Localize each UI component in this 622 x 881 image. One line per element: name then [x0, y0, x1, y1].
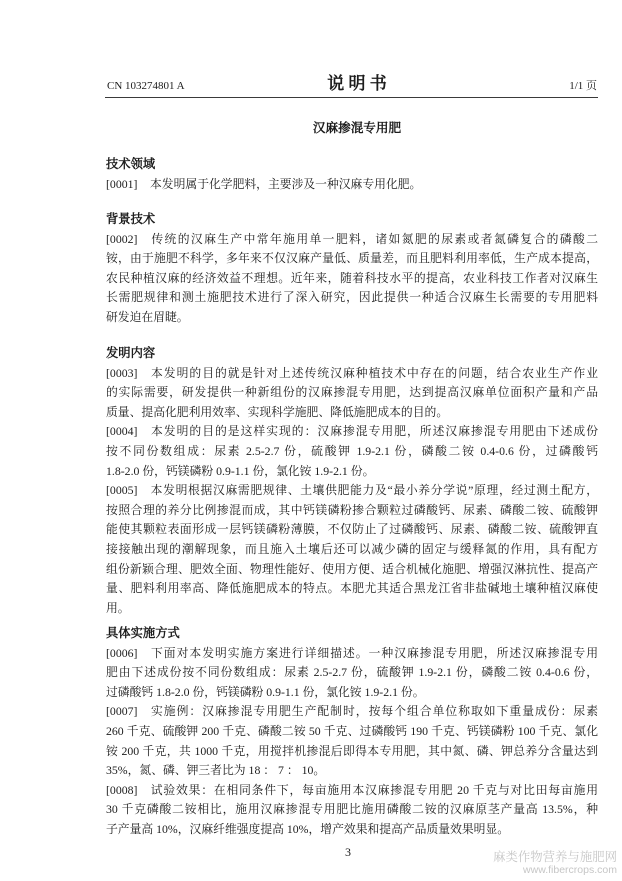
- paragraph-line: 35%，氮、磷、钾三者比为 18 ： 7 ： 10。: [106, 763, 326, 778]
- paragraph-line: [106, 175, 598, 195]
- section-heading: 发明内容: [106, 346, 156, 360]
- paragraph-line: 按不同份数组成：尿素 2.5-2.7 份，硫酸钾 1.9-2.1 份，磷酸二铵 0.4-0.6 份，过磷酸钙: [106, 443, 598, 458]
- header-divider: [105, 97, 598, 98]
- paragraph-0001: [106, 175, 598, 195]
- paragraph-0002: [106, 230, 598, 328]
- section-technical-field: [106, 155, 598, 194]
- paragraph-line: [106, 422, 598, 442]
- section-embodiments: [106, 624, 598, 840]
- section-background: [106, 210, 598, 328]
- paragraph-line: [106, 781, 598, 801]
- paragraph-number: [0008]: [106, 782, 138, 797]
- paragraph-line: 接接触出现的潮解现象，而且施入土壤后还可以减少磷的固定与缓释氮的作用，具有配方: [106, 541, 598, 556]
- paragraph-line: 长需肥规律和测土施肥技术进行了深入研究，因此提供一种适合汉麻生长需要的专用肥料: [106, 290, 598, 305]
- paragraph-0007: [106, 702, 598, 780]
- paragraph-line: 量、肥料利用率高、降低施肥成本的特点。本肥尤其适合黑龙江省非盐碱地土壤种植汉麻使: [106, 581, 598, 596]
- paragraph-line: [106, 702, 598, 722]
- page-number: 3: [345, 845, 351, 859]
- paragraph-number: [0007]: [106, 704, 138, 719]
- section-heading: 具体实施方式: [106, 626, 180, 640]
- document-type: 说 明 书: [327, 74, 387, 93]
- paragraph-line: 研发迫在眉睫。: [106, 309, 189, 324]
- paragraph-line: 过磷酸钙 1.8-2.0 份，钙镁磷粉 0.9-1.1 份，氯化铵 1.9-2.1 份。: [106, 684, 425, 699]
- paragraph-line: 铵，由于施肥不科学，多年来不仅汉麻产量低、质量差，而且肥料利用率低，生产成本提高，: [106, 251, 598, 266]
- paragraph-line: 按照合理的养分比例掺混而成，其中钙镁磷粉掺合颗粒过磷酸钙、尿素、磷酸二铵、硫酸钾: [106, 502, 598, 517]
- page-indicator: 1/1 页: [569, 80, 597, 92]
- paragraph-0005: [106, 481, 598, 618]
- watermark: [493, 849, 617, 877]
- paragraph-line: 30 千克磷酸二铵相比，施用汉麻掺混专用肥比施用磷酸二铵的汉麻原茎产量高 13.5%，种: [106, 802, 598, 817]
- paragraph-line: 农民种植汉麻的经济效益不理想。近年来，随着科技水平的提高，农业科技工作者对汉麻生: [106, 270, 598, 285]
- paragraph-number: [0003]: [106, 365, 138, 380]
- paragraph-number: [0005]: [106, 483, 138, 498]
- paragraph-text: 下面对本发明实施方案进行详细描述。一种汉麻掺混专用肥，所述汉麻掺混专用: [150, 645, 598, 660]
- section-heading: 背景技术: [106, 212, 156, 226]
- paragraph-number: [0006]: [106, 645, 138, 660]
- section-summary: [106, 344, 598, 618]
- paragraph-line: [106, 230, 598, 250]
- paragraph-text: 实施例：汉麻掺混专用肥生产配制时，按每个组合单位称取如下重量成份：尿素: [150, 704, 598, 719]
- patent-number: CN 103274801 A: [107, 80, 185, 92]
- paragraph-0003: [106, 364, 598, 423]
- paragraph-line: [106, 364, 598, 384]
- watermark-url: www.fibercrops.com: [523, 864, 617, 876]
- paragraph-line: 260 千克、硫酸钾 200 千克、磷酸二铵 50 千克、过磷酸钙 190 千克、钙镁磷粉 100 千克、氯化: [106, 723, 598, 738]
- paragraph-line: [106, 481, 598, 501]
- paragraph-line: 组份新颖合理、肥效全面、物理性能好、使用方便、适合机械化施肥、增强汉淋抗性、提高产: [106, 561, 598, 576]
- paragraph-line: 1.8-2.0 份，钙镁磷粉 0.9-1.1 份，氯化铵 1.9-2.1 份。: [106, 463, 375, 478]
- paragraph-line: 子产量高 10%，汉麻纤维强度提高 10%，增产效果和提高产品质量效果明显。: [106, 821, 510, 836]
- section-heading: 技术领域: [106, 157, 156, 171]
- paragraph-0008: [106, 781, 598, 840]
- paragraph-0006: [106, 644, 598, 703]
- paragraph-line: 的实际需要，研发提供一种新组份的汉麻掺混专用肥，达到提高汉麻单位面积产量和产品: [106, 385, 598, 400]
- paragraph-number: [0001]: [106, 176, 138, 191]
- paragraph-line: 肥由下述成份按不同份数组成：尿素 2.5-2.7 份，硫酸钾 1.9-2.1 份，磷酸二铵 0.4-0.6 份，: [106, 665, 598, 680]
- paragraph-0004: [106, 422, 598, 481]
- paragraph-text: 本发明的目的就是针对上述传统汉麻种植技术中存在的问题，结合农业生产作业: [150, 365, 598, 380]
- paragraph-text: 本发明根据汉麻需肥规律、土壤供肥能力及“最小养分学说”原理，经过测土配方，: [150, 483, 598, 498]
- paragraph-text: 本发明的目的是这样实现的：汉麻掺混专用肥，所述汉麻掺混专用肥由下述成份: [150, 424, 598, 439]
- paragraph-line: 用。: [106, 600, 130, 615]
- paragraph-line: 质量、提高化肥利用效率、实现科学施肥、降低施肥成本的目的。: [106, 404, 449, 419]
- paragraph-number: [0002]: [106, 231, 138, 246]
- watermark-site-name: 麻类作物营养与施肥网: [493, 849, 617, 864]
- paragraph-text: 本发明属于化学肥料，主要涉及一种汉麻专用化肥。: [150, 176, 422, 191]
- paragraph-number: [0004]: [106, 424, 138, 439]
- paragraph-line: [106, 644, 598, 664]
- paragraph-line: 铵 200 千克，共 1000 千克，用搅拌机掺混后即得本专用肥，其中氮、磷、钾总养分含量达到: [106, 743, 598, 758]
- document-title: 汉麻掺混专用肥: [312, 121, 402, 135]
- paragraph-line: 能使其颗粒表面形成一层钙镁磷粉薄膜，不仅防止了过磷酸钙、尿素、磷酸二铵、硫酸钾直: [106, 522, 598, 537]
- paragraph-text: 试验效果：在相同条件下，每亩施用本汉麻掺混专用肥 20 千克与对比田每亩施用: [150, 782, 598, 797]
- paragraph-text: 传统的汉麻生产中常年施用单一肥料，诸如氮肥的尿素或者氮磷复合的磷酸二: [150, 231, 598, 246]
